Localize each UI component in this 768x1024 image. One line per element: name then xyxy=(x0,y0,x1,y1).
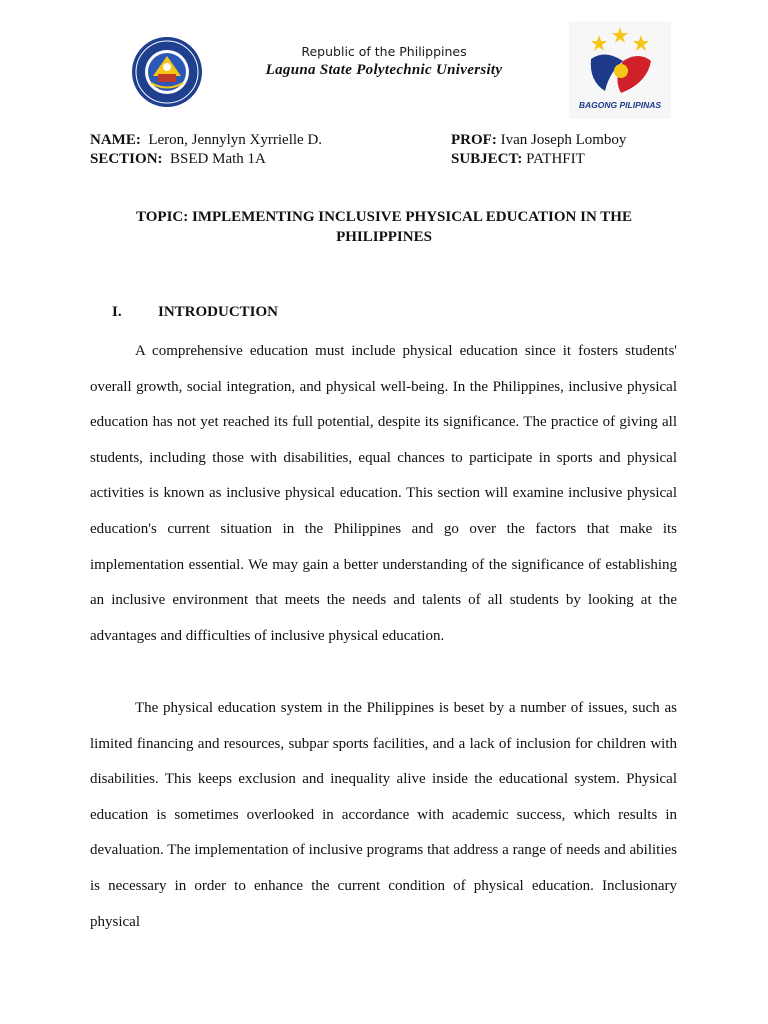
bagong-pilipinas-logo xyxy=(569,21,671,119)
name-value: Leron, Jennylyn Xyrrielle D. xyxy=(148,132,323,148)
section-number: I. xyxy=(112,304,122,320)
section-label: SECTION: xyxy=(90,151,163,167)
section-row xyxy=(90,150,322,169)
course-info xyxy=(451,131,626,169)
lspu-seal-logo xyxy=(131,36,203,108)
name-row xyxy=(90,131,322,150)
section-title: INTRODUCTION xyxy=(158,304,279,320)
university-name: Laguna State Polytechnic University xyxy=(265,62,503,78)
subject-value: PATHFIT xyxy=(526,151,585,167)
body-paragraph: A comprehensive education must include physical education since it fosters students' overall growth, social integration, and physical well-being. In the Philippines, inclusive physical education has not yet reached its full potential, despite its significance. The practice of giving all students, including those with disabilities, equal chances to participate in sports and physical activities is known as inclusive physical education. This section will examine inclusive physical education's current situation in the Philippines and go over the factors that make its implementation essential. We may gain a better understanding of the significance of establishing an inclusive environment that meets the needs and talents of all students by looking at the advantages and difficulties of inclusive physical education. xyxy=(90,343,677,644)
section-value: BSED Math 1A xyxy=(170,151,266,167)
republic-line: Republic of the Philippines xyxy=(301,44,467,59)
subject-row xyxy=(451,150,626,169)
prof-row xyxy=(451,131,626,150)
subject-label: SUBJECT: xyxy=(451,151,523,167)
student-info xyxy=(90,131,322,169)
bagong-pilipinas-wordmark: BAGONG PILIPINAS xyxy=(578,100,662,110)
topic-heading: TOPIC: IMPLEMENTING INCLUSIVE PHYSICAL EDUCATION IN THE PHILIPPINES xyxy=(136,209,632,245)
prof-label: PROF: xyxy=(451,132,497,148)
letterhead xyxy=(234,44,534,79)
prof-value: Ivan Joseph Lomboy xyxy=(500,132,627,148)
body-paragraph: The physical education system in the Philippines is beset by a number of issues, such as limited financing and resources, subpar sports facilities, and a lack of inclusion for children with disabilities. This keeps exclusion and inequality alive inside the educational system. Physical education is sometimes overlooked in accordance with academic success, which results in devaluation. The implementation of inclusive programs that address a range of needs and abilities is necessary in order to enhance the current condition of physical education. Inclusionary physical xyxy=(90,700,677,930)
name-label: NAME: xyxy=(90,132,141,148)
